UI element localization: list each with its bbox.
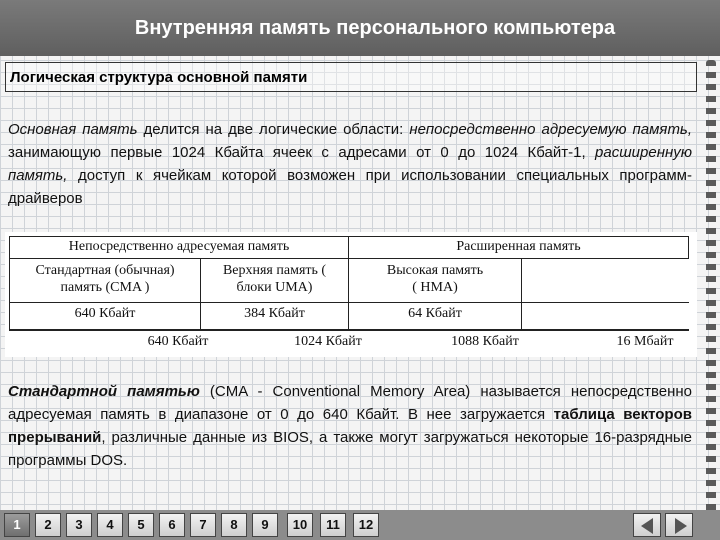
address-16mb: 16 Мбайт: [616, 334, 674, 349]
page-button-6[interactable]: 6: [159, 513, 185, 537]
standard-memory-cell: [10, 262, 200, 296]
page-button-4[interactable]: 4: [97, 513, 123, 537]
cma-paragraph: [8, 380, 692, 472]
notebook-spiral: [706, 60, 716, 530]
term-standard-memory: Стандартной памятью: [8, 383, 200, 400]
high-line1: Высокая память: [386, 263, 484, 278]
size-high: 64 Кбайт: [408, 306, 462, 321]
page-button-5[interactable]: 5: [128, 513, 154, 537]
size-standard: 640 Кбайт: [74, 306, 136, 321]
arrow-right-icon: [675, 518, 687, 534]
page-button-2[interactable]: 2: [35, 513, 61, 537]
diagram-line: [9, 236, 689, 237]
upper-memory-cell: [201, 262, 348, 296]
page-button-1[interactable]: 1: [4, 513, 30, 537]
text-run: делится на две логические области:: [137, 121, 410, 138]
direct-memory-label: Непосредственно адресуемая память: [68, 239, 290, 254]
page-button-12[interactable]: 12: [353, 513, 379, 537]
high-memory-cell: [349, 262, 521, 296]
term-extended-memory: расширенную память,: [8, 144, 692, 184]
slide-title-bar: [0, 0, 720, 56]
page-button-3[interactable]: 3: [66, 513, 92, 537]
page-button-11[interactable]: 11: [320, 513, 346, 537]
text-run: доступ к ячейкам которой возможен при использовании специальных программ-драйверов: [8, 167, 692, 207]
diagram-line: [688, 236, 689, 258]
address-1088: 1088 Кбайт: [451, 334, 519, 349]
upper-line1: Верхняя память (: [222, 263, 327, 278]
term-interrupt-vector-table: таблица векторов прерываний: [8, 406, 692, 446]
section-heading: [5, 62, 697, 92]
size-upper: 384 Кбайт: [244, 306, 305, 321]
memory-map-diagram: [5, 232, 697, 357]
term-main-memory: Основная память: [8, 121, 138, 138]
standard-line2: память (CMA ): [60, 280, 150, 295]
high-line2: ( HMA): [412, 280, 458, 295]
upper-line2: блоки UMA): [236, 280, 313, 295]
arrow-left-icon: [641, 518, 653, 534]
text-run: занимающую первые 1024 Кбайта ячеек с адресами от 0 до 1024 Кбайт-1,: [8, 144, 596, 161]
text-run: , различные данные из BIOS, а также могут загружаться некоторые 16-разрядные программы DOS.: [8, 429, 692, 469]
address-640: 640 Кбайт: [147, 334, 209, 349]
page-button-10[interactable]: 10: [287, 513, 313, 537]
previous-slide-button[interactable]: [633, 513, 661, 537]
diagram-axis: [9, 329, 689, 331]
standard-line1: Стандартная (обычная): [35, 263, 175, 278]
next-slide-button[interactable]: [665, 513, 693, 537]
page-navigation-bar: [0, 510, 720, 540]
diagram-line: [521, 258, 522, 329]
text-run: (CMA - Conventional Memory Area) называется непосредственно адресуемая память в диапазоне от 0 до 640 Кбайт. В нее загружается: [8, 383, 692, 423]
intro-paragraph: [8, 118, 692, 210]
section-subtitle: Логическая структура основной памяти: [10, 69, 308, 86]
address-1024: 1024 Кбайт: [294, 334, 362, 349]
page-button-9[interactable]: 9: [252, 513, 278, 537]
diagram-line: [9, 302, 689, 303]
diagram-line: [9, 258, 689, 259]
term-direct-memory: непосредственно адресуемую память,: [409, 121, 692, 138]
slide-title: Внутренняя память персонального компьютера: [134, 16, 616, 39]
page-button-7[interactable]: 7: [190, 513, 216, 537]
extended-memory-label: Расширенная память: [456, 239, 581, 254]
page-button-8[interactable]: 8: [221, 513, 247, 537]
